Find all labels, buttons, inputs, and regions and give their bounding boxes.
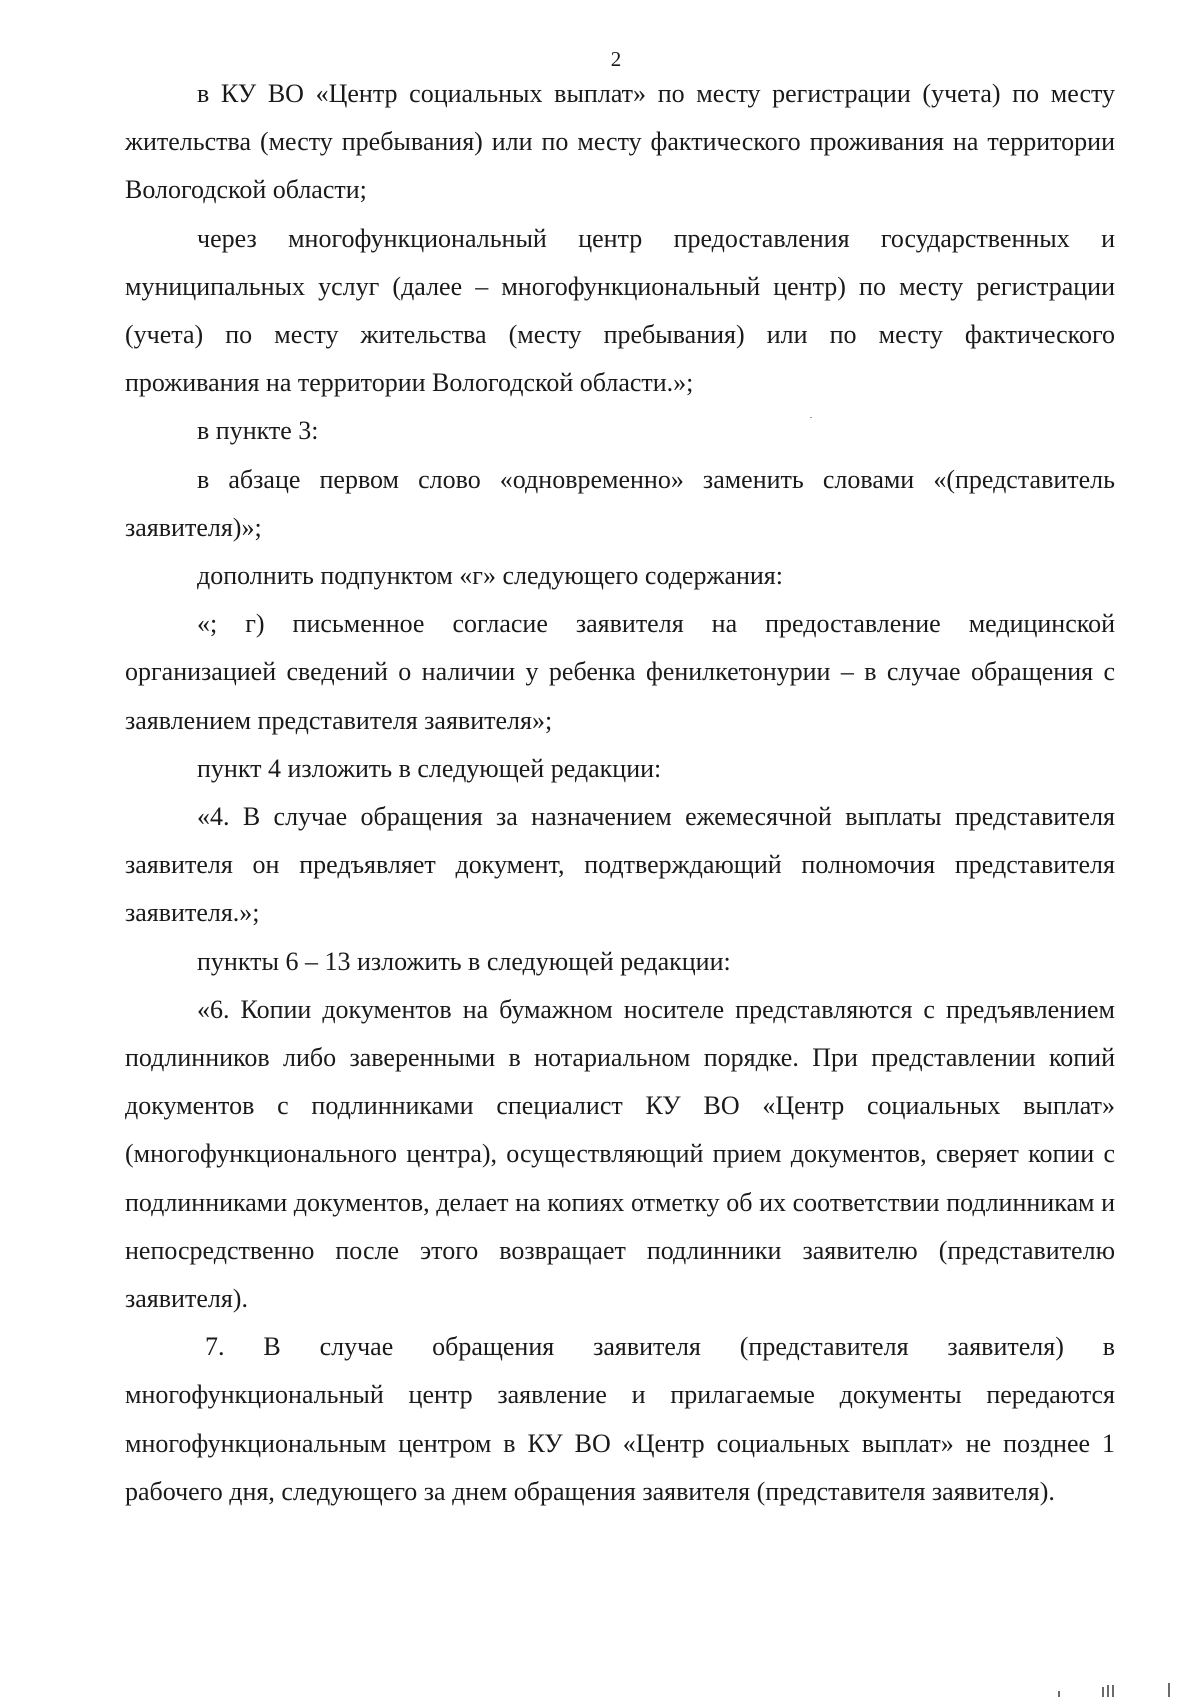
- paragraph-7: пункт 4 изложить в следующей редакции:: [197, 753, 662, 783]
- scan-mark: [1112, 1685, 1114, 1697]
- paragraph-4: в абзаце первом слово «одновременно» заменить словами «(представитель заявителя)»;: [125, 464, 1115, 542]
- scan-mark: [1058, 1691, 1060, 1697]
- scan-mark: [1102, 1687, 1104, 1697]
- scan-edge-marks: [1010, 1680, 1170, 1697]
- scan-mark: [1107, 1685, 1109, 1697]
- document-body: [125, 70, 1115, 1516]
- paragraph-10: «6. Копии документов на бумажном носителе представляются с предъявлением подлинников либо заверенными в нотариальном порядке. При представлении копий документов с подлинниками специалист КУ ВО «Центр социальных выплат» (многофункционального центра), осуществляющий прием документов, сверяет копии с подлинниками документов, делает на копиях отметку об их соответствии подлинникам и непосредственно после этого возвращает подлинники заявителю (представителю заявителя).: [125, 994, 1115, 1314]
- paragraph-6: «; г) письменное согласие заявителя на предоставление медицинской организацией сведений о наличии у ребенка фенилкетонурии – в случае обращения с заявлением представителя заявителя»;: [125, 609, 1115, 735]
- paragraph-1: в КУ ВО «Центр социальных выплат» по месту регистрации (учета) по месту жительства (месту пребывания) или по месту фактического проживания на территории Вологодской области;: [125, 79, 1115, 205]
- scan-mark: [1168, 1683, 1170, 1697]
- paragraph-8: «4. В случае обращения за назначением ежемесячной выплаты представителя заявителя он предъявляет документ, подтверждающий полномочия представителя заявителя.»;: [125, 802, 1115, 928]
- paragraph-3: в пункте 3:: [197, 416, 319, 446]
- paragraph-5: дополнить подпунктом «г» следующего содержания:: [197, 561, 783, 591]
- paragraph-11: 7. В случае обращения заявителя (представителя заявителя) в многофункциональный центр заявление и прилагаемые документы передаются многофункциональным центром в КУ ВО «Центр социальных выплат» не позднее 1 рабочего дня, следующего за днем обращения заявителя (представителя заявителя).: [125, 1332, 1115, 1506]
- scan-speck: [810, 417, 812, 418]
- page-number: 2: [610, 47, 622, 71]
- paragraph-9: пункты 6 – 13 изложить в следующей редакции:: [197, 946, 731, 976]
- paragraph-2: через многофункциональный центр предоставления государственных и муниципальных услуг (далее – многофункциональный центр) по месту регистрации (учета) по месту жительства (месту пребывания) или по месту фактического проживания на территории Вологодской области.»;: [125, 223, 1115, 398]
